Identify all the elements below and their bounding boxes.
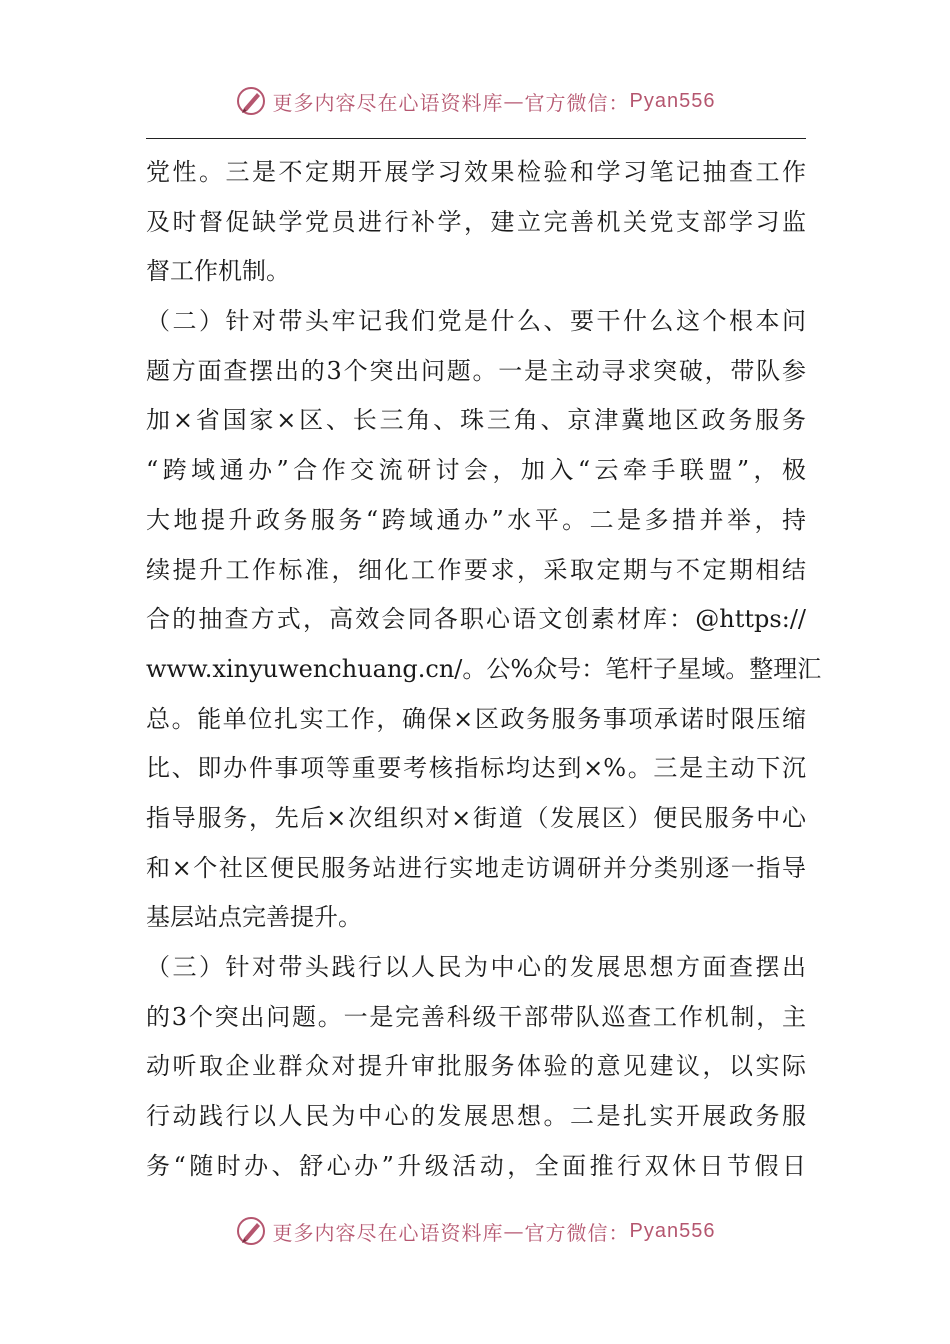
body-line: “跨域通办”合作交流研讨会，加入“云牵手联盟”，极: [146, 456, 806, 485]
header-dash: —: [503, 89, 525, 113]
body-line: 动听取企业群众对提升审批服务体验的意见建议，以实际: [146, 1052, 806, 1081]
body-line: 行动践行以人民为中心的发展思想。二是扎实开展政务服: [146, 1102, 806, 1131]
body-line: www.xinyuwenchuang.cn/。公%众号：笔杆子星域。整理汇: [146, 654, 822, 683]
pen-logo-icon: [235, 1215, 267, 1247]
body-line: 指导服务，先后×次组织对×街道（发展区）便民服务中心: [146, 803, 806, 832]
body-line: 督工作机制。: [146, 257, 290, 286]
header-wechat-label: 官方微信：: [524, 90, 630, 115]
footer-brand-text: 更多内容尽在心语资料库: [272, 1220, 504, 1245]
footer-banner: [0, 1208, 950, 1254]
body-line: （三）针对带头践行以人民为中心的发展思想方面查摆出: [146, 953, 806, 981]
body-line: 及时督促缺学党员进行补学，建立完善机关党支部学习监: [146, 207, 806, 236]
body-line: 党性。三是不定期开展学习效果检验和学习笔记抽查工作: [146, 158, 806, 186]
header-divider: [146, 138, 806, 139]
footer-wechat-id: Pyan556: [629, 1219, 716, 1242]
header-banner: [0, 78, 950, 124]
pen-logo-icon: [235, 85, 267, 117]
footer-dash: —: [503, 1219, 525, 1243]
body-line: 的3个突出问题。一是完善科级干部带队巡查工作机制，主: [146, 1002, 806, 1031]
body-line: 比、即办件事项等重要考核指标均达到×%。三是主动下沉: [146, 754, 806, 783]
body-line: 务“随时办、舒心办”升级活动，全面推行双休日节假日: [146, 1151, 806, 1180]
body-line: 基层站点完善提升。: [146, 903, 362, 932]
header-wechat-id: Pyan556: [629, 89, 716, 112]
body-line: 合的抽查方式，高效会同各职心语文创素材库：@https://: [146, 605, 806, 634]
document-body: [146, 148, 822, 1191]
footer-wechat-label: 官方微信：: [524, 1220, 630, 1245]
body-line: 大地提升政务服务“跨域通办”水平。二是多措并举，持: [146, 505, 806, 534]
body-line: 续提升工作标准，细化工作要求，采取定期与不定期相结: [146, 555, 806, 584]
body-line: 题方面查摆出的3个突出问题。一是主动寻求突破，带队参: [146, 356, 806, 385]
body-line: 总。能单位扎实工作，确保×区政务服务事项承诺时限压缩: [146, 704, 806, 733]
header-brand-text: 更多内容尽在心语资料库: [272, 90, 504, 115]
body-line: 和×个社区便民服务站进行实地走访调研并分类别逐一指导: [146, 853, 806, 882]
body-line: （二）针对带头牢记我们党是什么、要干什么这个根本问: [146, 307, 806, 336]
body-line: 加×省国家×区、长三角、珠三角、京津冀地区政务服务: [146, 406, 806, 435]
